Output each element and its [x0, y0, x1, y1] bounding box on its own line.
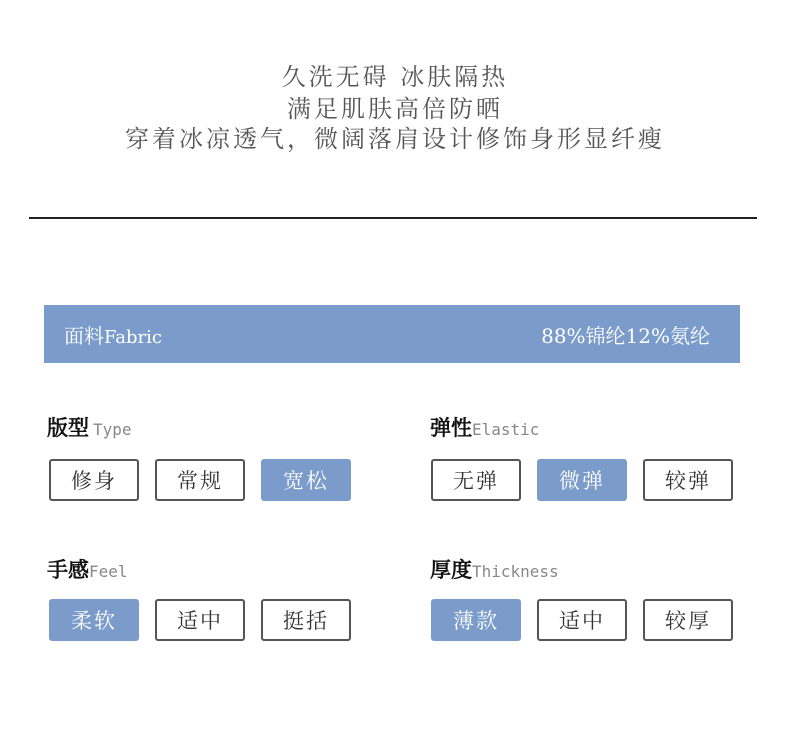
fabric-label-en: Fabric [104, 326, 162, 348]
elastic-option-slight[interactable]: 微弹 [537, 459, 627, 501]
elastic-option-high[interactable]: 较弹 [643, 459, 733, 501]
feel-option-soft[interactable]: 柔软 [49, 599, 139, 641]
thickness-option-thin[interactable]: 薄款 [431, 599, 521, 641]
thickness-title-zh: 厚度 [430, 558, 472, 582]
headline-line-3: 穿着冰凉透气，微阔落肩设计修饰身形显纤瘦 [125, 125, 665, 153]
type-option-loose[interactable]: 宽松 [261, 459, 351, 501]
type-title-en: Type [93, 420, 132, 439]
type-option-slim[interactable]: 修身 [49, 459, 139, 501]
fabric-bar [44, 305, 740, 363]
feel-option-medium[interactable]: 适中 [155, 599, 245, 641]
type-option-regular[interactable]: 常规 [155, 459, 245, 501]
elastic-option-none[interactable]: 无弹 [431, 459, 521, 501]
thickness-option-medium[interactable]: 适中 [537, 599, 627, 641]
feel-title [47, 554, 128, 584]
feel-title-en: Feel [89, 562, 128, 581]
fabric-value: 88%锦纶12%氨纶 [541, 323, 710, 348]
feel-title-zh: 手感 [47, 558, 89, 582]
divider [29, 217, 757, 219]
fabric-label [64, 320, 162, 349]
headline-line-1: 久洗无碍 冰肤隔热 [281, 63, 509, 91]
elastic-title [430, 412, 539, 442]
elastic-title-en: Elastic [472, 420, 540, 439]
thickness-option-thick[interactable]: 较厚 [643, 599, 733, 641]
type-title [47, 412, 132, 442]
type-title-zh: 版型 [47, 416, 89, 440]
thickness-title [430, 554, 559, 584]
thickness-title-en: Thickness [472, 562, 559, 581]
fabric-label-zh: 面料 [64, 323, 104, 348]
headline-line-2: 满足肌肤高倍防晒 [287, 95, 503, 123]
feel-option-crisp[interactable]: 挺括 [261, 599, 351, 641]
elastic-title-zh: 弹性 [430, 416, 472, 440]
